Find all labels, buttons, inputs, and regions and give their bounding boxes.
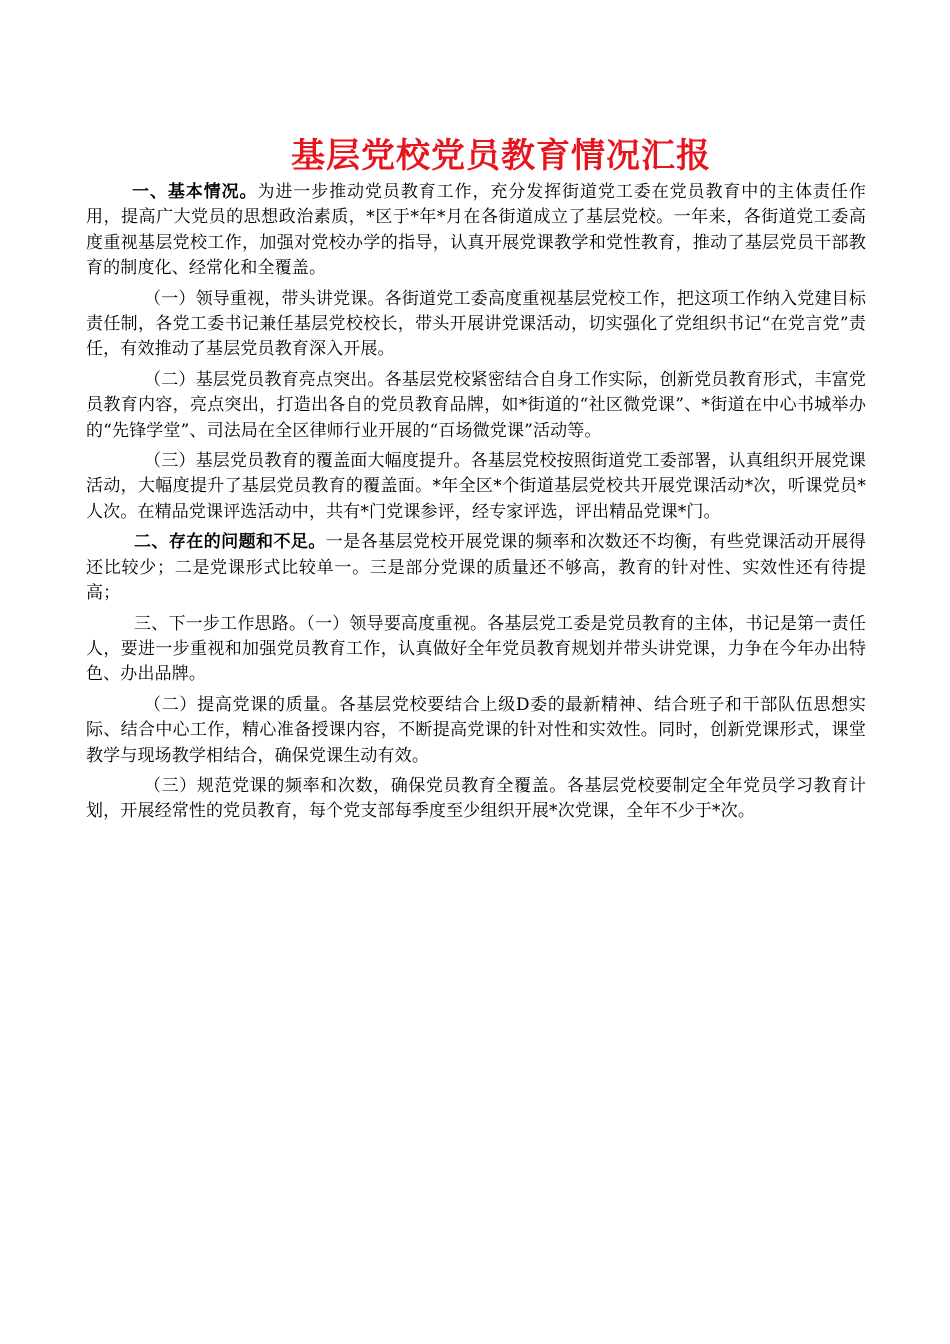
paragraph-coverage — [86, 449, 866, 525]
paragraph-leadership — [86, 287, 866, 363]
section-heading-problems: 二、存在的问题和不足。 — [134, 532, 326, 553]
document-body — [86, 180, 866, 830]
paragraph-text: 一是各基层党校开展党课的频率和次数还不均衡，有些党课活动开展得还比较少；二是党课形式比较单一。三是部分党课的质量还不够高，教育的针对性、实效性还有待提高； — [86, 532, 866, 604]
paragraph-text: （三）基层党员教育的覆盖面大幅度提升。各基层党校按照街道党工委部署，认真组织开展党课活动，大幅度提升了基层党员教育的覆盖面。*年全区*个街道基层党校共开展党课活动*次，听课党员*人次。在精品党课评选活动中，共有*门党课参评，经专家评选，评出精品党课*门。 — [86, 451, 866, 522]
paragraph-highlights — [86, 368, 866, 444]
paragraph-text: （三）规范党课的频率和次数，确保党员教育全覆盖。各基层党校要制定全年党员学习教育计划，开展经常性的党员教育，每个党支部每季度至少组织开展*次党课，全年不少于*次。 — [86, 775, 866, 822]
paragraph-quality — [86, 693, 866, 769]
paragraph-problems — [86, 530, 866, 606]
paragraph-text: （二）提高党课的质量。各基层党校要结合上级D委的最新精神、结合班子和干部队伍思想实际、结合中心工作，精心准备授课内容，不断提高党课的针对性和实效性。同时，创新党课形式，课堂教学与现场教学相结合，确保党课生动有效。 — [86, 694, 866, 766]
paragraph-basic-situation — [86, 180, 866, 282]
document-title: 基层党校党员教育情况汇报 — [291, 136, 711, 176]
section-heading-basic-situation: 一、基本情况。 — [132, 182, 258, 202]
paragraph-text: （一）领导重视，带头讲党课。各街道党工委高度重视基层党校工作，把这项工作纳入党建目标责任制，各党工委书记兼任基层党校校长，带头开展讲党课活动，切实强化了党组织书记“在党言党”责任，有效推动了基层党员教育深入开展。 — [86, 288, 866, 360]
paragraph-text: 三、下一步工作思路。（一）领导要高度重视。各基层党工委是党员教育的主体，书记是第一责任人，要进一步重视和加强党员教育工作，认真做好全年党员教育规划并带头讲党课，力争在今年办出特色、办出品牌。 — [86, 613, 866, 685]
paragraph-text: 为进一步推动党员教育工作，充分发挥街道党工委在党员教育中的主体责任作用，提高广大党员的思想政治素质，*区于*年*月在各街道成立了基层党校。一年来，各街道党工委高度重视基层党校工作，加强对党校办学的指导，认真开展党课教学和党性教育，推动了基层党员干部教育的制度化、经常化和全覆盖。 — [86, 182, 866, 279]
paragraph-frequency — [86, 774, 866, 825]
paragraph-text: （二）基层党员教育亮点突出。各基层党校紧密结合自身工作实际，创新党员教育形式，丰富党员教育内容，亮点突出，打造出各自的党员教育品牌，如*街道的“社区微党课”、*街道在中心书城举办的“先锋学堂”、司法局在全区律师行业开展的“百场微党课”活动等。 — [86, 369, 866, 441]
paragraph-next-steps — [86, 612, 866, 688]
